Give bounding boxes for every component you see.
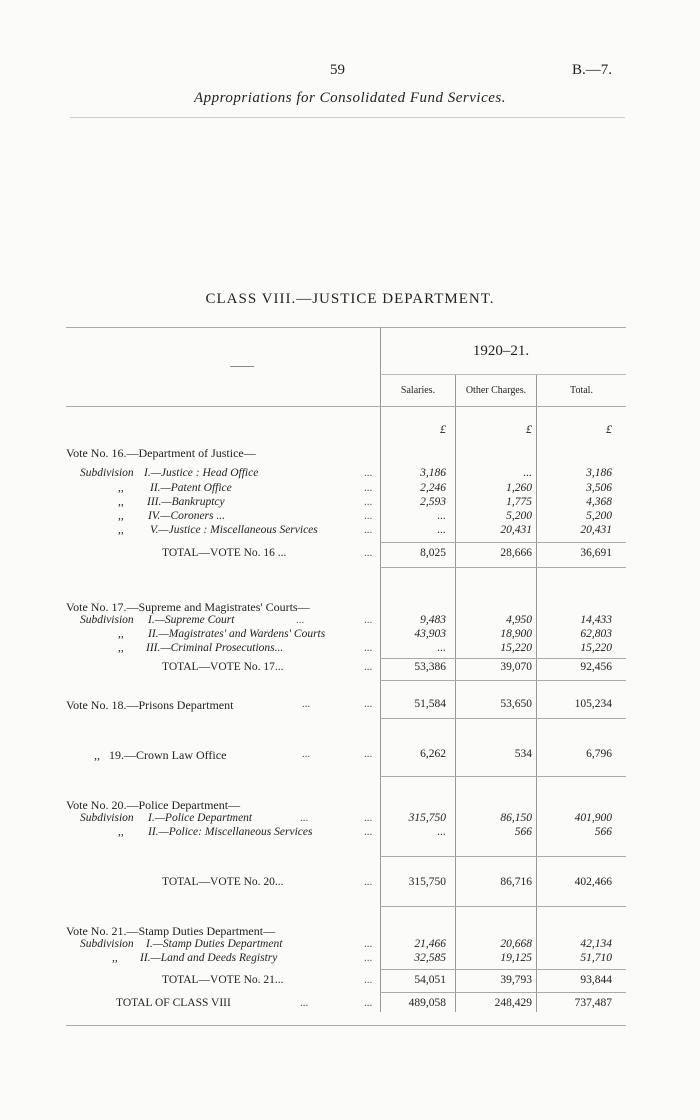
pound-other: £: [526, 422, 532, 436]
total-dots: ...: [364, 876, 373, 888]
row-label: I.—Stamp Duties Department: [146, 938, 283, 950]
cell-salaries: 2,246: [420, 482, 446, 494]
year-heading: 1920–21.: [472, 343, 530, 359]
cell-salaries: 21,466: [414, 938, 446, 950]
row-prefix: ,,: [118, 496, 124, 508]
vote19-other: 534: [514, 748, 532, 760]
row-label: III.—Criminal Prosecutions...: [146, 642, 284, 654]
vote19-total: 6,796: [586, 748, 612, 760]
header-dash: [230, 366, 254, 367]
pound-salaries: £: [440, 422, 446, 436]
row-prefix: Subdivision: [80, 614, 134, 626]
cell-total: 401,900: [574, 812, 612, 824]
cell-other: 5,200: [506, 510, 532, 522]
column-divider-main: [380, 327, 381, 1012]
row-prefix: ,,: [118, 642, 124, 654]
vote17-title: Vote No. 17.—Supreme and Magistrates' Courts—: [66, 600, 310, 614]
vote19-salaries: 6,262: [420, 748, 446, 760]
total-rule: [380, 992, 626, 993]
row-label: V.—Justice : Miscellaneous Services: [150, 524, 318, 536]
cell-salaries: ...: [437, 510, 446, 522]
cell-salaries: 43,903: [414, 628, 446, 640]
cell-salaries: 3,186: [420, 467, 446, 479]
vote18-other: 53,650: [500, 698, 532, 710]
cell-salaries: 315,750: [408, 812, 446, 824]
row-dots: ...: [364, 812, 373, 824]
vote21-total-total: 93,844: [580, 974, 612, 986]
cell-total: 4,368: [586, 496, 612, 508]
row-dots: ...: [364, 952, 373, 964]
vote17-total-total: 92,456: [580, 661, 612, 673]
total-rule: [380, 776, 626, 777]
document-reference: B.—7.: [572, 62, 613, 78]
total-rule: [380, 906, 626, 907]
row-label: I.—Police Department: [148, 812, 253, 824]
cell-total: 14,433: [580, 614, 612, 626]
row-dots: ...: [364, 510, 373, 522]
row-prefix: ,,: [118, 826, 124, 838]
header-bottom-rule: [66, 406, 626, 407]
row-prefix: Subdivision: [80, 938, 134, 950]
salaries-header: Salaries.: [400, 385, 436, 396]
row-prefix: ,,: [118, 524, 124, 536]
cell-other: 18,900: [500, 628, 532, 640]
vote20-total-other: 86,716: [500, 876, 532, 888]
subtotal-rule: [380, 542, 626, 543]
cell-total: 51,710: [580, 952, 612, 964]
cell-other: 86,150: [500, 812, 532, 824]
row-dots: ...: [364, 467, 373, 479]
row-mid-dots: ...: [300, 812, 309, 824]
cell-other: 15,220: [500, 642, 532, 654]
cell-total: 5,200: [586, 510, 612, 522]
total-dots: ...: [364, 547, 373, 559]
row-mid-dots: ...: [302, 698, 311, 710]
vote17-total-label: TOTAL—VOTE No. 17...: [162, 661, 284, 673]
total-header: Total.: [570, 385, 593, 396]
cell-salaries: 2,593: [420, 496, 446, 508]
vote18-title: Vote No. 18.—Prisons Department: [66, 698, 234, 712]
row-label: IV.—Coroners ...: [148, 510, 225, 522]
class-total-label: TOTAL OF CLASS VIII: [116, 997, 231, 1009]
vote16-title: Vote No. 16.—Department of Justice—: [66, 446, 256, 460]
cell-total: 15,220: [580, 642, 612, 654]
vote18-total: 105,234: [574, 698, 612, 710]
cell-other: ...: [523, 467, 532, 479]
vote19-title: ,, 19.—Crown Law Office: [94, 748, 227, 762]
cell-other: 20,668: [500, 938, 532, 950]
page-number: 59: [330, 62, 345, 78]
cell-other: 4,950: [506, 614, 532, 626]
cell-salaries: ...: [437, 524, 446, 536]
cell-other: 19,125: [500, 952, 532, 964]
subtotal-rule: [380, 969, 626, 970]
other-charges-header: Other Charges.: [465, 385, 527, 396]
row-prefix: ,,: [118, 628, 124, 640]
class-total-salaries: 489,058: [408, 997, 446, 1009]
row-label: II.—Patent Office: [150, 482, 232, 494]
vote18-salaries: 51,584: [414, 698, 446, 710]
class-total-total: 737,487: [574, 997, 612, 1009]
row-dots: ...: [364, 496, 373, 508]
cell-salaries: 9,483: [420, 614, 446, 626]
column-divider-other: [536, 375, 537, 1012]
row-dots: ...: [364, 524, 373, 536]
vote16-total-total: 36,691: [580, 547, 612, 559]
table-top-rule: [66, 327, 626, 328]
table-bottom-rule: [66, 1025, 626, 1026]
vote20-title: Vote No. 20.—Police Department—: [66, 798, 241, 812]
row-mid-dots: ...: [300, 997, 309, 1009]
vote20-total-label: TOTAL—VOTE No. 20...: [162, 876, 284, 888]
vote21-total-label: TOTAL—VOTE No. 21...: [162, 974, 284, 986]
cell-salaries: 32,585: [414, 952, 446, 964]
cell-salaries: ...: [437, 826, 446, 838]
vote17-total-other: 39,070: [500, 661, 532, 673]
cell-other: 566: [514, 826, 532, 838]
subtotal-rule: [380, 658, 626, 659]
vote21-total-salaries: 54,051: [414, 974, 446, 986]
cell-other: 20,431: [500, 524, 532, 536]
total-rule: [380, 567, 626, 568]
row-prefix: ,,: [112, 952, 118, 964]
row-prefix: ,,: [118, 482, 124, 494]
row-label: III.—Bankruptcy: [147, 496, 225, 508]
vote16-total-salaries: 8,025: [420, 547, 446, 559]
row-dots: ...: [364, 826, 373, 838]
row-mid-dots: ...: [296, 614, 305, 626]
header-rule: [70, 117, 625, 118]
row-label: II.—Magistrates' and Wardens' Courts: [148, 628, 326, 640]
row-prefix: ,,: [118, 510, 124, 522]
cell-total: 3,186: [586, 467, 612, 479]
year-rule: [380, 374, 626, 375]
row-dots: ...: [364, 748, 373, 760]
row-prefix: Subdivision: [80, 812, 134, 824]
cell-other: 1,260: [506, 482, 532, 494]
subtotal-rule: [380, 856, 626, 857]
row-label: I.—Supreme Court: [148, 614, 235, 626]
cell-other: 1,775: [506, 496, 532, 508]
row-dots: ...: [364, 642, 373, 654]
page-subtitle: Appropriations for Consolidated Fund Services.: [193, 90, 506, 106]
row-label: I.—Justice : Head Office: [144, 467, 259, 479]
cell-total: 42,134: [580, 938, 612, 950]
row-dots: ...: [364, 482, 373, 494]
row-label: II.—Police: Miscellaneous Services: [148, 826, 313, 838]
cell-total: 566: [594, 826, 612, 838]
row-dots: ...: [364, 698, 373, 710]
total-dots: ...: [364, 997, 373, 1009]
class-total-other: 248,429: [494, 997, 532, 1009]
vote20-total-total: 402,466: [574, 876, 612, 888]
row-prefix: Subdivision: [80, 467, 134, 479]
cell-total: 3,506: [586, 482, 612, 494]
cell-salaries: ...: [437, 642, 446, 654]
column-divider-salaries: [455, 375, 456, 1012]
total-rule: [380, 718, 626, 719]
cell-total: 62,803: [580, 628, 612, 640]
row-mid-dots: ...: [302, 748, 311, 760]
row-dots: ...: [364, 938, 373, 950]
row-label: II.—Land and Deeds Registry: [140, 952, 278, 964]
pound-total: £: [606, 422, 612, 436]
total-dots: ...: [364, 974, 373, 986]
row-dots: ...: [364, 614, 373, 626]
class-title: CLASS VIII.—JUSTICE DEPARTMENT.: [205, 291, 495, 307]
total-rule: [380, 680, 626, 681]
vote16-total-label: TOTAL—VOTE No. 16 ...: [162, 547, 287, 559]
vote16-total-other: 28,666: [500, 547, 532, 559]
vote21-title: Vote No. 21.—Stamp Duties Department—: [66, 924, 276, 938]
cell-total: 20,431: [580, 524, 612, 536]
vote20-total-salaries: 315,750: [408, 876, 446, 888]
total-dots: ...: [364, 661, 373, 673]
vote17-total-salaries: 53,386: [414, 661, 446, 673]
vote21-total-other: 39,793: [500, 974, 532, 986]
